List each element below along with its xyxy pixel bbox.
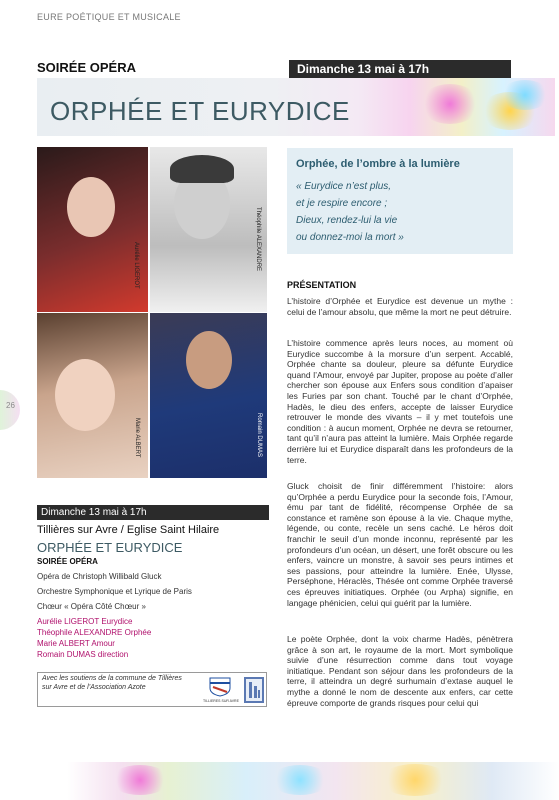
photo-caption: Romain DUMAS — [256, 413, 262, 458]
credit-line: Orchestre Symphonique et Lyrique de Paris — [37, 587, 192, 596]
quote-line: Dieux, rendez-lui la vie — [296, 215, 398, 226]
decorative-blob — [500, 80, 550, 110]
page-number: 26 — [6, 401, 15, 410]
portrait-photo-1 — [37, 147, 148, 312]
portrait-photo-4 — [150, 313, 267, 478]
decorative-blob — [380, 764, 450, 796]
paragraph: Le poète Orphée, dont la voix charme Hadès, pénètrera grâce à son art, le royaume de la mort. Mort symbolique suivie d’une résurrection comme dans tout voyage initiatique. Pendant son séjour dans les profondeurs de la terre, il atteindra un degré surhumain d’extase auquel le mythe a donné le nom de descente aux enfers, car cette épreuve comporte de grands risques pour celui qui — [287, 634, 513, 708]
page-edge-decoration — [0, 390, 20, 430]
publication-header: EURE POÉTIQUE ET MUSICALE — [37, 12, 181, 22]
paragraph: L’histoire commence après leurs noces, au moment où Eurydice succombe à la morsure d’un serpent. Accablé, Orphée chante sa douleur, pleure sa défunte Eurydice quand l’Amour, envoyé par Jupiter, propose au poète d’aller chercher son épouse aux Enfers sous condition d’apaiser les Furies par son chant. Touché par le chant d’Orphée, Hadès, le dieu des enfers, accepte de laisser Eurydice retrouver le monde des vivants – il y met toutefois une condition : à aucun moment, Orphée ne devra se retourner, tant qu’il n’aura pas atteint la lumière. Mais Orphée regarde derrière lui et Eurydice disparaît dans les profondeurs de la terre. — [287, 338, 513, 465]
association-logo-icon — [244, 677, 264, 703]
cast-name: Romain DUMAS — [37, 650, 96, 659]
cast-name: Marie ALBERT — [37, 639, 90, 648]
credit-line: Opéra de Christoph Willibald Gluck — [37, 572, 162, 581]
face-shape — [186, 331, 232, 389]
decorative-blob — [110, 765, 170, 795]
photo-caption: Théophile ALEXANDRE — [255, 207, 261, 272]
cast-role: Orphée — [124, 628, 152, 637]
date-banner: Dimanche 13 mai à 17h — [289, 60, 511, 78]
logo-caption: TILLIERES SUR AVRE — [203, 699, 239, 703]
cast-role: Amour — [91, 639, 115, 648]
quote-line: et je respire encore ; — [296, 198, 388, 209]
sponsor-text: Avec les soutiens de la commune de Tillières sur Avre et de l’Association Azote — [42, 675, 182, 691]
cast-name: Théophile ALEXANDRE — [37, 628, 123, 637]
quote-line: ou donnez-moi la mort » — [296, 232, 404, 243]
event-title: ORPHÉE ET EURYDICE — [37, 540, 183, 555]
town-crest-icon — [207, 677, 233, 697]
face-shape — [55, 359, 115, 431]
face-shape — [67, 177, 115, 237]
portrait-photo-3 — [37, 313, 148, 478]
decorative-blob — [420, 84, 480, 124]
cast-item — [37, 650, 128, 659]
quote-line: « Eurydice n’est plus, — [296, 181, 392, 192]
cast-item — [37, 617, 132, 626]
paragraph: L’histoire d’Orphée et Eurydice est devenue un mythe : celui de l’amour absolu, que même la mort ne peut détruire. — [287, 296, 513, 317]
portrait-photo-2 — [150, 147, 267, 312]
event-category: SOIRÉE OPÉRA — [37, 60, 136, 75]
cast-item — [37, 639, 115, 648]
photo-caption: Aurélie LIGEROT — [133, 242, 139, 289]
event-date-bar: Dimanche 13 mai à 17h — [37, 505, 269, 520]
event-venue: Tillières sur Avre / Eglise Saint Hilaire — [37, 524, 220, 536]
cast-role: direction — [97, 650, 129, 659]
cast-role: Eurydice — [101, 617, 133, 626]
decorative-blob — [270, 765, 330, 795]
cast-item — [37, 628, 151, 637]
cast-name: Aurélie LIGEROT — [37, 617, 100, 626]
credit-line: Chœur « Opéra Côté Chœur » — [37, 602, 146, 611]
photo-caption: Marie ALBERT — [134, 418, 140, 458]
page-title: ORPHÉE ET EURYDICE — [50, 96, 350, 126]
section-heading: PRÉSENTATION — [287, 280, 357, 290]
quote-title: Orphée, de l’ombre à la lumière — [296, 158, 460, 170]
hair-shape — [170, 155, 234, 183]
paragraph: Gluck choisit de finir différemment l’histoire: alors qu’Orphée a perdu Eurydice pour la seconde fois, l’Amour, ému par tant de fidélité, récompense Orphée de sa constance et ramène son épouse à la vie. Chaque mythe, légende, ou conte, recèle un sens caché. Le héros doit franchir le seuil d’un monde inconnu, représenté par les profondeurs d’un océan, un désert, une forêt obscure ou les enfers, vaincre un monstre, à savoir ses peurs intimes et ses passions, pour atteindre la lumière. Enée, Ulysse, Perséphone, Héraclès, Thésée ont comme Orphée traversé ces épreuves initiatiques. Orphée (ou Arpha) signifie, en langage phénicien, celui qui guérit par la lumière. — [287, 481, 513, 608]
event-subtitle: SOIRÉE OPÉRA — [37, 557, 98, 566]
